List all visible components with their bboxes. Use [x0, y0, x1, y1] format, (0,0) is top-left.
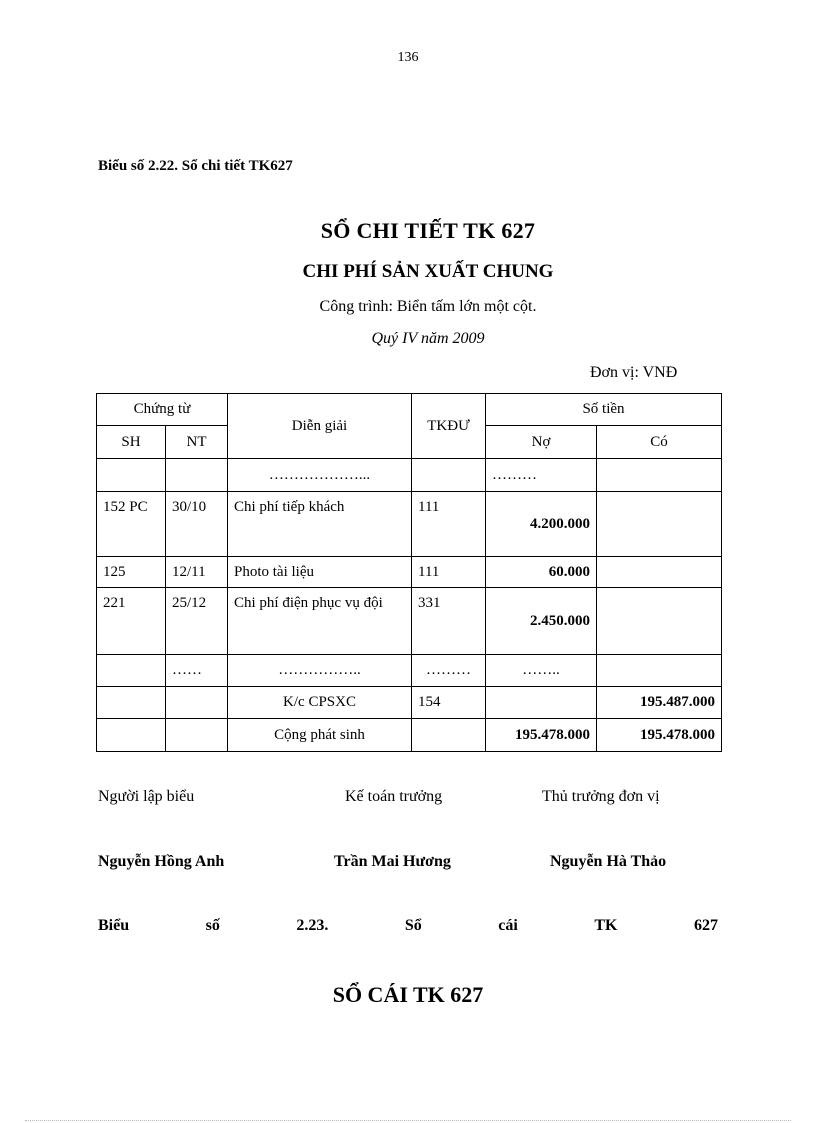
cell-nt [166, 687, 228, 719]
page-number: 136 [397, 50, 419, 65]
head-name: Nguyễn Hà Thảo [550, 853, 667, 870]
table-row [97, 557, 722, 588]
cell-sh [97, 719, 166, 752]
cell-co [597, 459, 722, 492]
cell-no: 60.000 [486, 557, 597, 588]
figure-caption: Biểu số 2.22. Sổ chi tiết TK627 [98, 158, 293, 174]
table-row-total [97, 719, 722, 752]
caption2-word: TK [594, 917, 618, 934]
cell-no: 2.450.000 [486, 588, 597, 655]
cell-dien-giai: Cộng phát sinh [228, 719, 412, 752]
table-row [97, 588, 722, 655]
cell-tkdu: 111 [412, 492, 486, 557]
project-line: Công trình: Biển tấm lớn một cột. [319, 298, 537, 315]
cell-co [597, 557, 722, 588]
cell-tkdu: 154 [412, 687, 486, 719]
preparer-name: Nguyễn Hồng Anh [98, 853, 225, 870]
caption2-word: 2.23. [296, 917, 329, 934]
cell-sh [97, 459, 166, 492]
cell-no [486, 687, 597, 719]
cell-sh: 221 [97, 588, 166, 655]
table-row [97, 687, 722, 719]
header-no: Nợ [486, 426, 597, 459]
cell-no: ……… [486, 459, 597, 492]
cell-co [597, 655, 722, 687]
cell-sh [97, 655, 166, 687]
ledger-title-2: SỔ CÁI TK 627 [332, 982, 484, 1007]
chief-accountant-name: Trần Mai Hương [334, 853, 451, 870]
cell-dien-giai: Photo tài liệu [228, 557, 412, 588]
cell-tkdu: 331 [412, 588, 486, 655]
cell-tkdu [412, 459, 486, 492]
header-sh: SH [97, 426, 166, 459]
header-co: Có [597, 426, 722, 459]
ledger-table [96, 393, 722, 752]
currency-unit: Đơn vị: VNĐ [590, 364, 678, 381]
caption2-word: số [205, 917, 220, 934]
cell-co: 195.487.000 [597, 687, 722, 719]
preparer-label: Người lập biểu [98, 788, 195, 805]
caption2-word: Sổ [404, 917, 422, 934]
cell-nt: …… [166, 655, 228, 687]
chief-accountant-label: Kế toán trưởng [345, 788, 443, 805]
cell-dien-giai: ………………... [228, 459, 412, 492]
table-row [97, 492, 722, 557]
cell-nt [166, 459, 228, 492]
header-dien-giai: Diễn giải [228, 394, 412, 459]
header-chung-tu: Chứng từ [97, 394, 228, 426]
header-tkdu: TKĐƯ [412, 394, 486, 459]
page-bottom-divider [25, 1120, 791, 1121]
cell-co [597, 492, 722, 557]
cell-tkdu: 111 [412, 557, 486, 588]
caption2-word: cái [498, 917, 518, 934]
caption2-word: 627 [693, 917, 718, 934]
cell-no: …….. [486, 655, 597, 687]
cell-dien-giai: Chi phí điện phục vụ đội [228, 588, 412, 655]
cell-tkdu: ……… [412, 655, 486, 687]
cell-no: 4.200.000 [486, 492, 597, 557]
cell-nt [166, 719, 228, 752]
cell-sh: 152 PC [97, 492, 166, 557]
cell-nt: 30/10 [166, 492, 228, 557]
table-row [97, 459, 722, 492]
cell-nt: 12/11 [166, 557, 228, 588]
head-label: Thủ trưởng đơn vị [542, 788, 660, 805]
header-so-tien: Số tiền [486, 394, 722, 426]
cell-dien-giai: …………….. [228, 655, 412, 687]
cell-no: 195.478.000 [486, 719, 597, 752]
cell-dien-giai: K/c CPSXC [228, 687, 412, 719]
header-nt: NT [166, 426, 228, 459]
period-line: Quý IV năm 2009 [371, 330, 485, 347]
cell-co [597, 588, 722, 655]
header-row-top [97, 394, 722, 426]
cell-dien-giai: Chi phí tiếp khách [228, 492, 412, 557]
ledger-subtitle: CHI PHÍ SẢN XUẤT CHUNG [302, 261, 554, 282]
cell-sh [97, 687, 166, 719]
cell-nt: 25/12 [166, 588, 228, 655]
figure-caption-2 [98, 917, 718, 935]
cell-co: 195.478.000 [597, 719, 722, 752]
table-row [97, 655, 722, 687]
cell-tkdu [412, 719, 486, 752]
cell-sh: 125 [97, 557, 166, 588]
caption2-word: Biểu [98, 917, 130, 934]
ledger-title: SỔ CHI TIẾT TK 627 [320, 218, 536, 243]
